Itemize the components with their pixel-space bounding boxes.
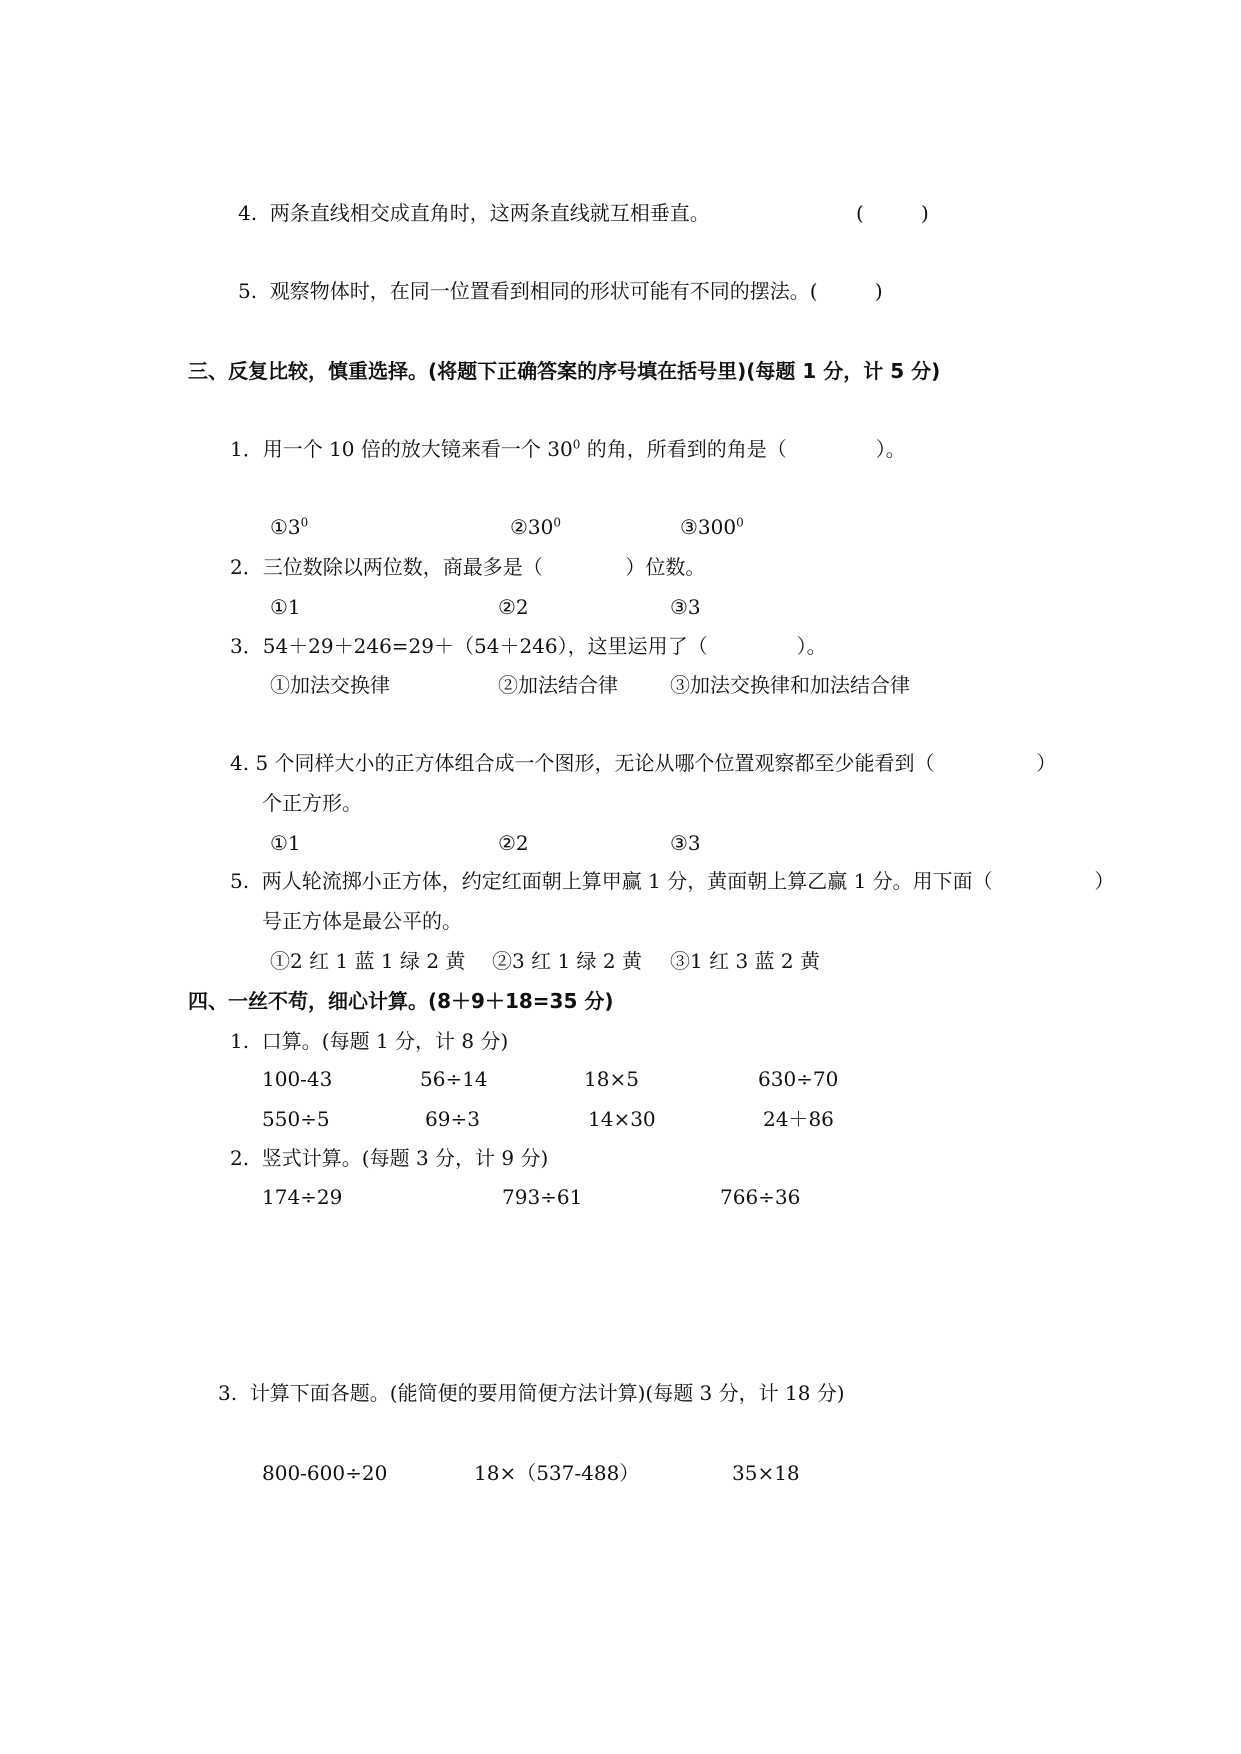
s4-p2-title: 2. 竖式计算。(每题 3 分，计 9 分) — [230, 1146, 549, 1170]
s3-q2-question: 2．三位数除以两位数，商最多是（ ）位数。 — [230, 555, 706, 579]
judgement-q4-text: 4. 两条直线相交成直角时，这两条直线就互相垂直。 — [238, 201, 710, 225]
s3-q4-option-3: ③3 — [670, 831, 701, 855]
s3-q4-option-1: ①1 — [270, 831, 301, 855]
s3-q1-option-2: $②30^0$ — [510, 515, 562, 539]
judgement-q5-text: 5. 观察物体时，在同一位置看到相同的形状可能有不同的摆法。( ) — [238, 279, 883, 303]
s4-p1-r2-item-2: 69÷3 — [425, 1107, 480, 1131]
s3-q1-option-1: $①3^0$ — [270, 515, 309, 539]
s4-p1-r1-item-1: 100-43 — [262, 1067, 333, 1091]
s4-p2-item-3: 766÷36 — [720, 1185, 801, 1209]
s3-q3-option-1: ①加法交换律 — [270, 673, 390, 697]
s3-q2-option-3: ③3 — [670, 595, 701, 619]
s3-q4-question-line1: 4. 5 个同样大小的正方体组合成一个图形，无论从哪个位置观察都至少能看到（ ） — [230, 751, 1057, 775]
s4-p3-item-3: 35×18 — [732, 1461, 800, 1485]
judgement-q4-answer-paren: ( ) — [856, 201, 929, 225]
s3-q5-option-1: ①2 红 1 蓝 1 绿 2 黄 — [270, 949, 466, 973]
s4-p1-r2-item-4: 24＋86 — [763, 1107, 834, 1131]
s3-q5-option-2: ②3 红 1 绿 2 黄 — [492, 949, 642, 973]
s3-q1-option-3: $③300^0$ — [680, 515, 744, 539]
s4-p1-r2-item-1: 550÷5 — [262, 1107, 330, 1131]
s4-p2-item-2: 793÷61 — [502, 1185, 583, 1209]
s4-p3-title: 3. 计算下面各题。(能简便的要用简便方法计算)(每题 3 分，计 18 分) — [218, 1381, 845, 1405]
section4-heading: 四、一丝不苟，细心计算。(8＋9＋18=35 分) — [188, 989, 614, 1013]
s3-q5-question-line1: 5. 两人轮流掷小正方体，约定红面朝上算甲赢 1 分，黄面朝上算乙赢 1 分。用下面（ ） — [230, 869, 1115, 893]
s4-p1-title: 1. 口算。(每题 1 分，计 8 分) — [230, 1029, 509, 1053]
s3-q4-question-line2: 个正方形。 — [262, 791, 362, 815]
s4-p1-r1-item-2: 56÷14 — [420, 1067, 488, 1091]
s3-q1-question: 1．用一个 10 倍的放大镜来看一个 $30^0$ 的角，所看到的角是（ ）。 — [230, 437, 906, 461]
s4-p3-item-1: 800-600÷20 — [262, 1461, 388, 1485]
s3-q5-question-line2: 号正方体是最公平的。 — [262, 909, 462, 933]
s4-p1-r1-item-3: 18×5 — [584, 1067, 639, 1091]
s4-p3-item-2: 18×（537-488） — [474, 1461, 640, 1485]
s3-q4-option-2: ②2 — [498, 831, 529, 855]
s4-p1-r1-item-4: 630÷70 — [758, 1067, 839, 1091]
s3-q3-option-2: ②加法结合律 — [498, 673, 618, 697]
s3-q3-option-3: ③加法交换律和加法结合律 — [670, 673, 910, 697]
s3-q5-option-3: ③1 红 3 蓝 2 黄 — [670, 949, 820, 973]
s4-p1-r2-item-3: 14×30 — [588, 1107, 656, 1131]
s4-p2-item-1: 174÷29 — [262, 1185, 343, 1209]
s3-q3-question: 3．54＋29＋246=29＋（54＋246），这里运用了（ ）。 — [230, 634, 827, 658]
s3-q2-option-2: ②2 — [498, 595, 529, 619]
s3-q2-option-1: ①1 — [270, 595, 301, 619]
section3-heading: 三、反复比较，慎重选择。(将题下正确答案的序号填在括号里)(每题 1 分，计 5 分) — [188, 359, 941, 383]
